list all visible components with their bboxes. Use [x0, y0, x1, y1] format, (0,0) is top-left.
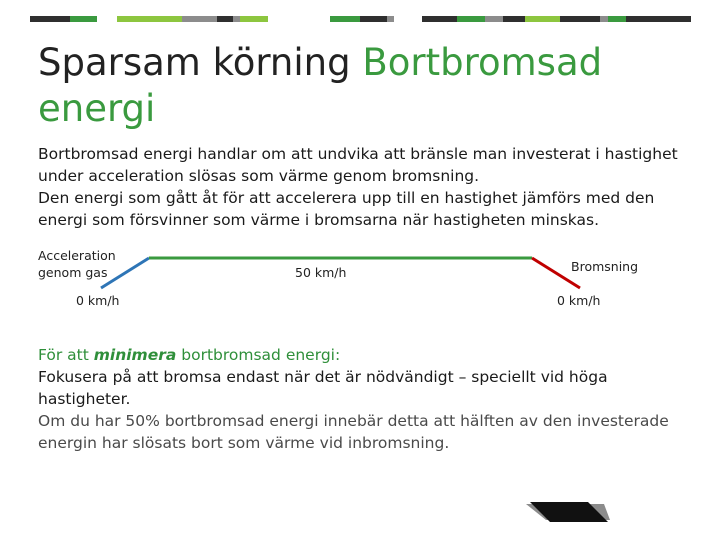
- acceleration-label-line-2: genom gas: [38, 265, 108, 280]
- top-bar-segment: [485, 16, 503, 22]
- top-bar-segment: [608, 16, 626, 22]
- top-bar-segment: [30, 16, 70, 22]
- top-bar-segment: [182, 16, 217, 22]
- minimize-heading: [38, 344, 698, 366]
- intro-paragraph-1: Bortbromsad energi handlar om att undvika att bränsle man investerat i hastighet under acceleration slösas som värme genom bromsning.: [38, 145, 678, 185]
- cruise-speed-label: 50 km/h: [295, 265, 347, 280]
- top-bar-segment: [70, 16, 97, 22]
- top-bar-segment: [525, 16, 560, 22]
- corner-decoration: [520, 500, 720, 540]
- top-bar-segment: [387, 16, 394, 22]
- top-bar-segment: [503, 16, 525, 22]
- acceleration-label-line-1: Acceleration: [38, 248, 116, 263]
- intro-text: [38, 143, 698, 231]
- top-bar-segment: [560, 16, 600, 22]
- heading-prefix: För att: [38, 346, 94, 364]
- title-accent: Bortbromsad energi: [38, 41, 603, 130]
- top-bar-segment: [240, 16, 268, 22]
- title-main: Sparsam körning: [38, 41, 363, 84]
- top-bar-segment: [233, 16, 240, 22]
- braking-label: Bromsning: [571, 259, 639, 274]
- start-speed-label: 0 km/h: [76, 293, 120, 308]
- slide-title: [38, 40, 678, 132]
- example-text: Om du har 50% bortbromsad energi innebär detta att hälften av den investerade energin har slösats bort som värme vid inbromsning.: [38, 412, 669, 452]
- top-bar-segment: [330, 16, 360, 22]
- top-bar-segment: [626, 16, 691, 22]
- top-bar-segment: [600, 16, 608, 22]
- top-decorative-bar: [0, 0, 720, 30]
- end-speed-label: 0 km/h: [557, 293, 601, 308]
- top-bar-segment: [217, 16, 233, 22]
- heading-suffix: bortbromsad energi:: [176, 346, 341, 364]
- heading-emphasis: minimera: [93, 346, 177, 364]
- top-bar-segment: [457, 16, 485, 22]
- intro-paragraph-2: Den energi som gått åt för att accelerera upp till en hastighet jämförs med den energi som försvinner som värme i bromsarna när hastigheten minskas.: [38, 189, 655, 229]
- top-bar-segment: [360, 16, 387, 22]
- bottom-text: [38, 344, 698, 454]
- speed-diagram: [0, 240, 720, 320]
- focus-text: Fokusera på att bromsa endast när det är nödvändigt – speciellt vid höga hastigheter.: [38, 368, 608, 408]
- top-bar-segment: [117, 16, 182, 22]
- top-bar-segment: [422, 16, 457, 22]
- acceleration-label: [38, 247, 116, 281]
